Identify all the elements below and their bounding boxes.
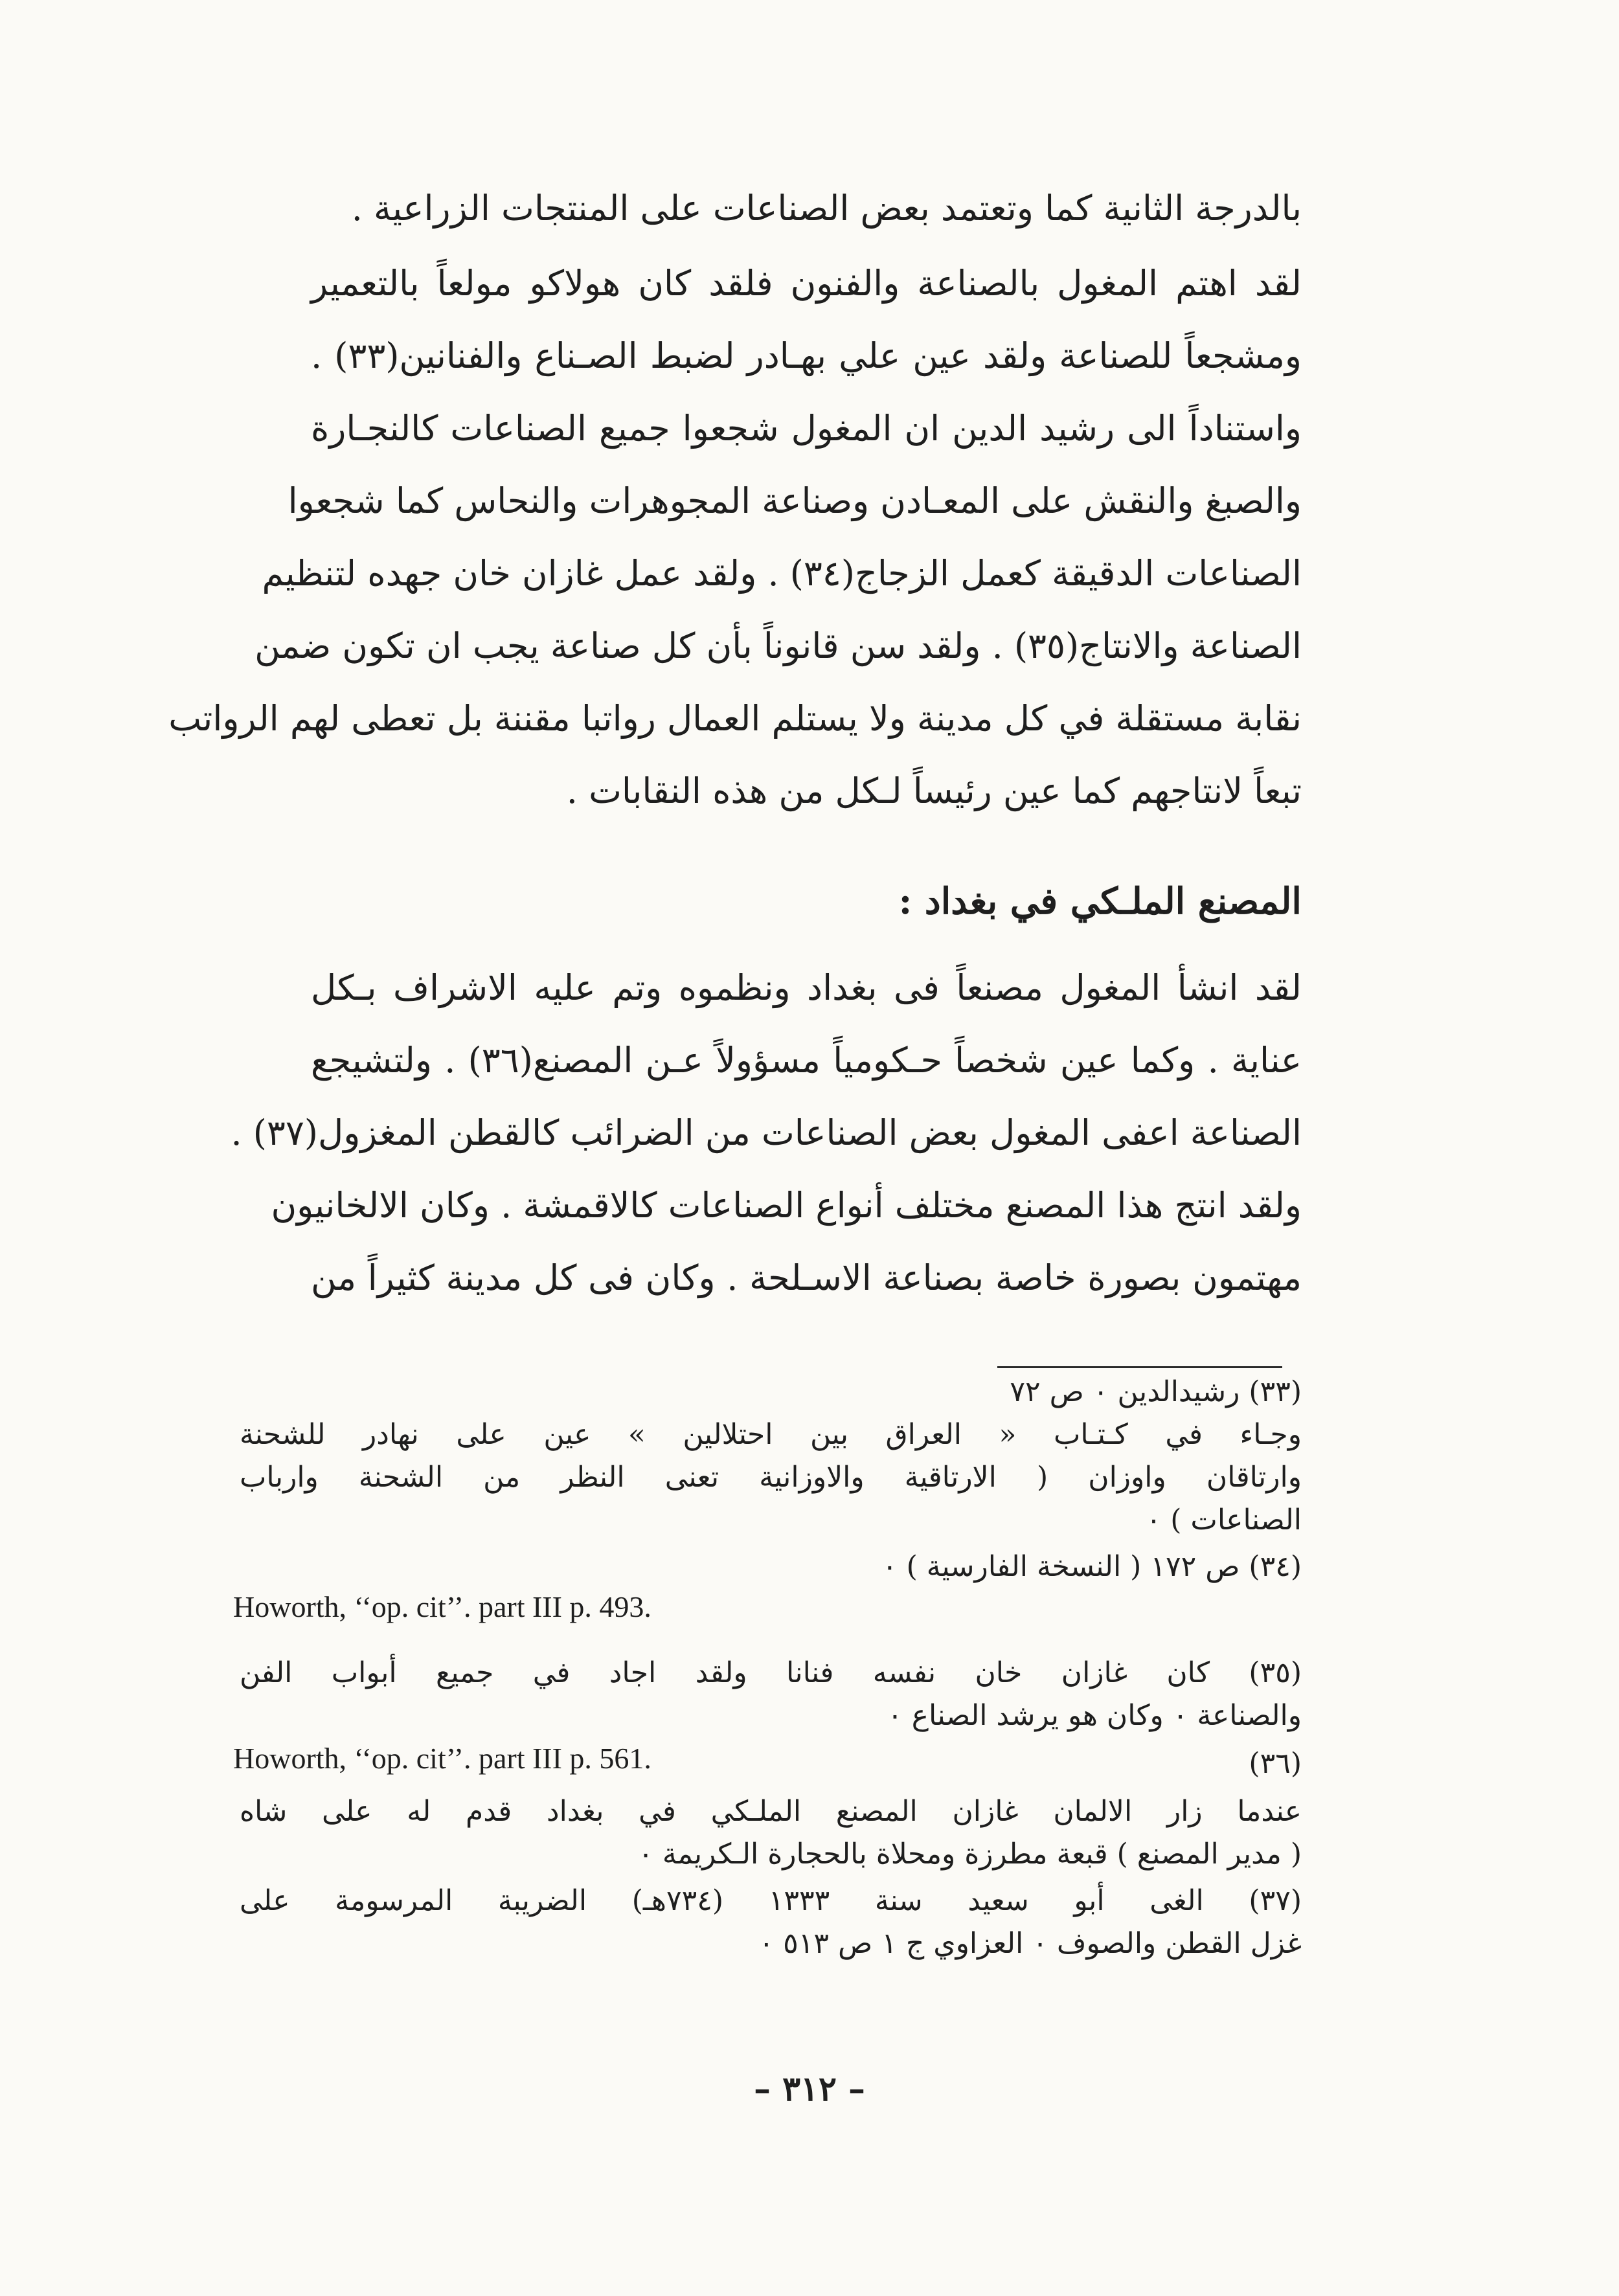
- footnote-37-line-2: غزل القطن والصوف ٠ العزاوي ج ١ ص ٥١٣ ٠: [758, 1927, 1302, 1960]
- footnote-33-line-1: (٣٣) رشيدالدين ٠ ص ٧٢: [1010, 1375, 1302, 1408]
- footnote-33-line-2: وجـاء في كـتـاب « العراق بين احتلالين » عين على نهادر للشحنة: [240, 1418, 1302, 1451]
- paragraph1-line-3: واستناداً الى رشيد الدين ان المغول شجعوا جميع الصناعات كالنجـارة: [311, 408, 1302, 449]
- paragraph1-line-8: تبعاً لانتاجهم كما عين رئيساً لـكل من هذه النقابات .: [566, 771, 1302, 811]
- paragraph1-line-4: والصبغ والنقش على المعـادن وصناعة المجوهرات والنحاس كما شجعوا: [288, 480, 1302, 521]
- section-heading: المصنع الملـكي في بغداد :: [898, 880, 1302, 923]
- paragraph2-line-4: ولقد انتج هذا المصنع مختلف أنواع الصناعات كالاقمشة . وكان الالخانيون: [271, 1185, 1302, 1226]
- footnote-34-line-1: (٣٤) ص ١٧٢ ( النسخة الفارسية ) ٠: [881, 1550, 1302, 1583]
- paragraph1-line-2: ومشجعاً للصناعة ولقد عين علي بهـادر لضبط الصـناع والفنانين(٣٣) .: [311, 335, 1302, 376]
- footnote-35-line-2: والصناعة ٠ وكان هو يرشد الصناع ٠: [887, 1699, 1302, 1732]
- footnote-separator: [997, 1366, 1282, 1368]
- paragraph1-line-7: نقابة مستقلة في كل مدينة ولا يستلم العمال رواتبا مقننة بل تعطى لهم الرواتب: [168, 698, 1302, 739]
- footnote-33-line-4: الصناعات ) ٠: [1146, 1503, 1302, 1536]
- intro-line: بالدرجة الثانية كما وتعتمد بعض الصناعات على المنتجات الزراعية .: [351, 188, 1302, 229]
- paragraph2-line-3: الصناعة اعفى المغول بعض الصناعات من الضرائب كالقطن المغزول(٣٧) .: [231, 1112, 1302, 1153]
- footnote-35-line-1: (٣٥) كان غازان خان نفسه فنانا ولقد اجاد في جميع أبواب الفن: [240, 1656, 1302, 1689]
- footnote-36-number: (٣٦): [1249, 1747, 1302, 1780]
- paragraph2-line-2: عناية . وكما عين شخصاً حـكومياً مسؤولاً عـن المصنع(٣٦) . ولتشيجع: [311, 1040, 1302, 1081]
- footnote-37-line-1: (٣٧) الغى أبو سعيد سنة ١٣٣٣ (٧٣٤هـ) الضريبة المرسومة على: [240, 1884, 1302, 1917]
- page-number: – ٣١٢ –: [753, 2069, 865, 2109]
- footnote-36-latin: Howorth, ‘‘op. cit’’. part III p. 561.: [233, 1742, 651, 1775]
- paragraph1-line-6: الصناعة والانتاج(٣٥) . ولقد سن قانوناً بأن كل صناعة يجب ان تكون ضمن: [255, 625, 1302, 666]
- footnote-33-line-3: وارتاقان واوزان ( الارتاقية والاوزانية تعنى النظر من الشحنة وارباب: [240, 1461, 1302, 1494]
- footnote-36-line-2: ( مدير المصنع ) قبعة مطرزة ومحلاة بالحجارة الـكريمة ٠: [638, 1838, 1302, 1871]
- footnote-34-latin: Howorth, ‘‘op. cit’’. part III p. 493.: [233, 1590, 651, 1623]
- paragraph2-line-5: مهتمون بصورة خاصة بصناعة الاسـلحة . وكان فى كل مدينة كثيراً من: [311, 1257, 1302, 1298]
- footnote-36-line-1: عندما زار الالمان غازان المصنع الملـكي في بغداد قدم له على شاه: [240, 1795, 1302, 1828]
- paragraph1-line-5: الصناعات الدقيقة كعمل الزجاج(٣٤) . ولقد عمل غازان خان جهده لتنظيم: [262, 553, 1302, 594]
- paragraph2-line-1: لقد انشأ المغول مصنعاً فى بغداد ونظموه وتم عليه الاشراف بـكل: [311, 967, 1302, 1008]
- paragraph1-line-1: لقد اهتم المغول بالصناعة والفنون فلقد كان هولاكو مولعاً بالتعمير: [311, 263, 1302, 304]
